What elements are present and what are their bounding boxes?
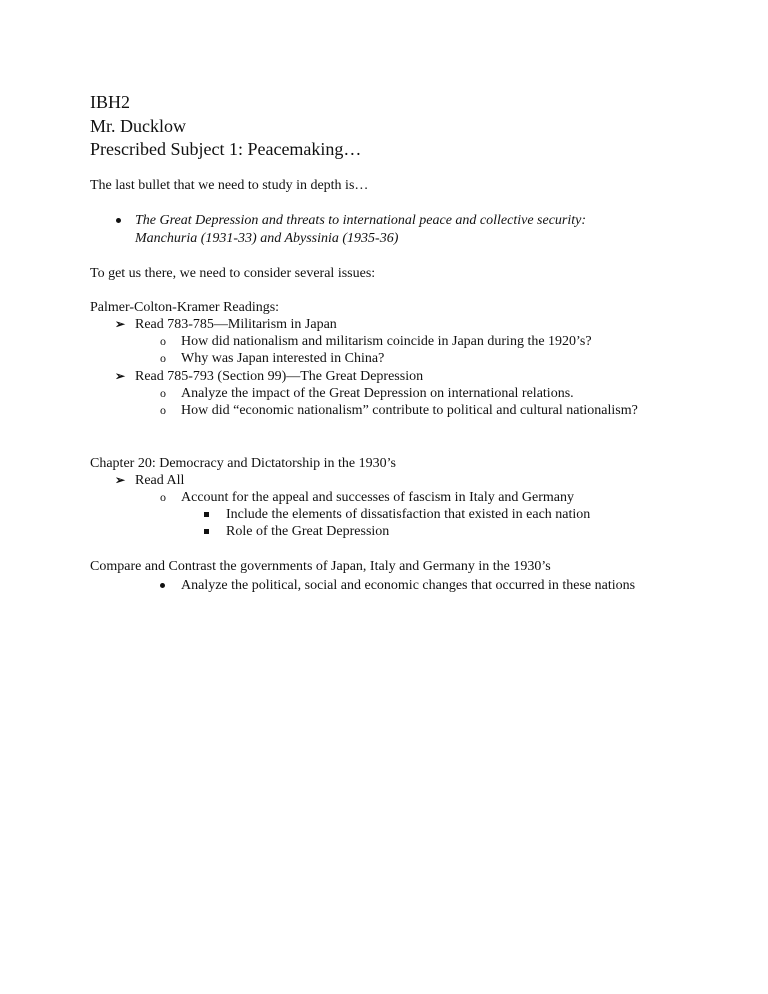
bullet-icon [116,218,121,223]
arrow-bullet-icon: ➢ [115,473,126,487]
circle-bullet-icon: o [160,490,166,504]
arrow-bullet-icon: ➢ [115,317,126,331]
circle-bullet-icon: o [160,351,166,365]
chapter20-subsub-2: Role of the Great Depression [226,524,390,539]
intro-text: The last bullet that we need to study in depth is… [90,178,369,193]
chapter20-heading: Chapter 20: Democracy and Dictatorship in the 1930’s [90,456,396,471]
subject-title: Prescribed Subject 1: Peacemaking… [90,139,362,159]
compare-bullet: Analyze the political, social and economic changes that occurred in these nations [181,578,636,593]
course-code: IBH2 [90,92,130,112]
circle-bullet-icon: o [160,403,166,417]
lead-in-text: To get us there, we need to consider several issues: [90,266,376,281]
compare-heading: Compare and Contrast the governments of Japan, Italy and Germany in the 1930’s [90,559,551,574]
reading-1-question-2: Why was Japan interested in China? [181,351,385,366]
reading-2-question-1: Analyze the impact of the Great Depression on international relations. [181,386,574,401]
teacher-name: Mr. Ducklow [90,116,186,136]
bullet-icon [160,583,165,588]
chapter20-sub: Account for the appeal and successes of fascism in Italy and Germany [181,490,575,505]
arrow-bullet-icon: ➢ [115,369,126,383]
square-bullet-icon [204,529,209,534]
readings-heading: Palmer-Colton-Kramer Readings: [90,300,280,315]
circle-bullet-icon: o [160,386,166,400]
reading-item-1: Read 783-785—Militarism in Japan [135,317,337,332]
focus-bullet-line2: Manchuria (1931-33) and Abyssinia (1935-36) [135,231,399,246]
chapter20-item: Read All [135,473,185,488]
reading-2-question-2: How did “economic nationalism” contribute to political and cultural nationalism? [181,403,638,418]
square-bullet-icon [204,512,209,517]
focus-bullet-line1: The Great Depression and threats to international peace and collective security: [135,213,587,228]
circle-bullet-icon: o [160,334,166,348]
reading-1-question-1: How did nationalism and militarism coincide in Japan during the 1920’s? [181,334,592,349]
reading-item-2: Read 785-793 (Section 99)—The Great Depression [135,369,424,384]
chapter20-subsub-1: Include the elements of dissatisfaction that existed in each nation [226,507,591,522]
